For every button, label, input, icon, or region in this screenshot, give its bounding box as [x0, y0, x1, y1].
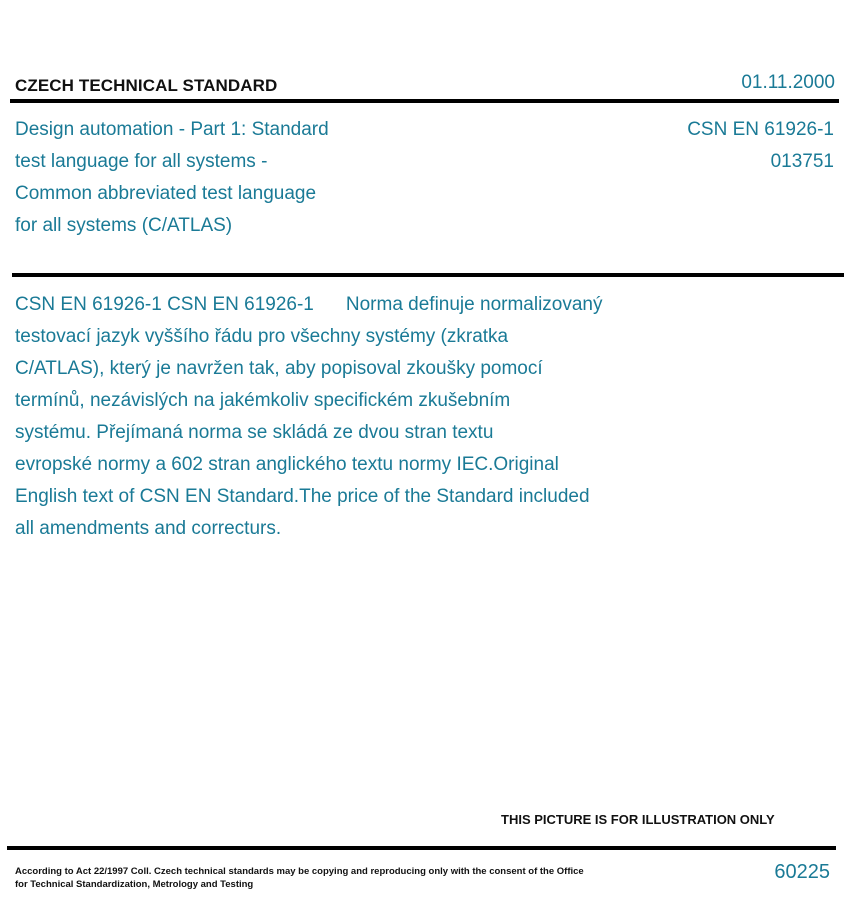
footer-rule: [7, 846, 836, 850]
illustration-disclaimer: THIS PICTURE IS FOR ILLUSTRATION ONLY: [501, 812, 775, 827]
standard-title: [15, 114, 435, 242]
legal-notice: [15, 865, 615, 891]
description-line: English text of CSN EN Standard.The price of the Standard included: [15, 486, 590, 507]
legal-notice-line: According to Act 22/1997 Coll. Czech technical standards may be copying and reproducing only with the consent of the Office: [15, 866, 584, 877]
description-line: all amendments and correcturs.: [15, 518, 282, 539]
description-line: [15, 289, 695, 321]
standard-title-line: test language for all systems -: [15, 151, 268, 172]
description-text: Norma definuje normalizovaný: [345, 294, 603, 315]
description-line: C/ATLAS), který je navržen tak, aby popisoval zkoušky pomocí: [15, 358, 543, 379]
footer-code: 60225: [774, 861, 830, 883]
standard-title-line: Design automation - Part 1: Standard: [15, 119, 329, 140]
description-line: evropské normy a 602 stran anglického textu normy IEC.Original: [15, 454, 559, 475]
standard-identifiers: [687, 114, 834, 178]
standard-description: [15, 289, 695, 545]
standard-title-line: for all systems (C/ATLAS): [15, 215, 233, 236]
description-line: termínů, nezávislých na jakémkoliv specifickém zkušebním: [15, 390, 511, 411]
section-rule: [12, 273, 844, 277]
description-line: testovací jazyk vyššího řádu pro všechny systémy (zkratka: [15, 326, 509, 347]
legal-notice-line: for Technical Standardization, Metrology and Testing: [15, 879, 254, 890]
standard-code: CSN EN 61926-1: [687, 119, 834, 140]
description-codes: CSN EN 61926-1 CSN EN 61926-1: [15, 294, 314, 315]
description-line: systému. Přejímaná norma se skládá ze dvou stran textu: [15, 422, 494, 443]
issue-date: 01.11.2000: [741, 72, 835, 93]
document-header-title: CZECH TECHNICAL STANDARD: [15, 76, 278, 95]
standard-title-line: Common abbreviated test language: [15, 183, 317, 204]
catalog-number: 013751: [770, 151, 834, 172]
header-rule: [10, 99, 839, 103]
